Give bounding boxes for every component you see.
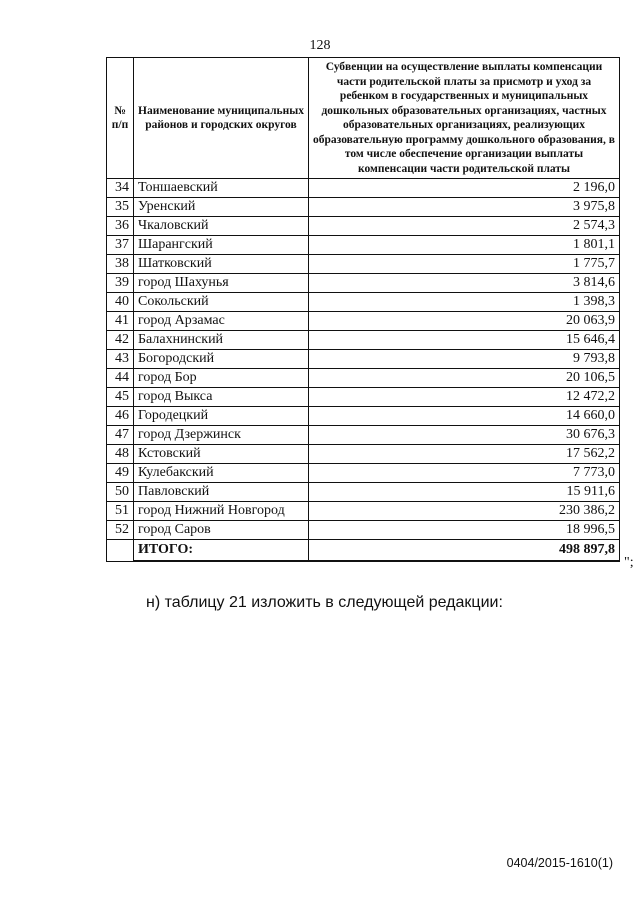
table-header-row	[107, 58, 620, 179]
row-amount: 7 773,0	[309, 464, 620, 483]
row-amount: 15 646,4	[309, 331, 620, 350]
table-row	[107, 350, 620, 369]
row-amount: 2 574,3	[309, 217, 620, 236]
row-amount: 17 562,2	[309, 445, 620, 464]
table-row	[107, 198, 620, 217]
table-row	[107, 217, 620, 236]
row-number: 50	[107, 483, 134, 502]
row-number: 38	[107, 255, 134, 274]
row-amount: 1 801,1	[309, 236, 620, 255]
table-row	[107, 407, 620, 426]
row-number: 45	[107, 388, 134, 407]
header-subsidy-amount: Субвенции на осуществление выплаты компенсации части родительской платы за присмотр и уход за ребенком в государственных и муниципальных дошкольных образовательных организациях, частных образовательных организациях, реализующих образовательную программу дошкольного образования, в том числе обеспечение организации выплаты компенсации части родительской платы	[309, 58, 620, 179]
row-number: 36	[107, 217, 134, 236]
row-municipality: Павловский	[134, 483, 309, 502]
row-number: 48	[107, 445, 134, 464]
amendment-text: н) таблицу 21 изложить в следующей редакции:	[146, 594, 503, 611]
row-amount: 3 814,6	[309, 274, 620, 293]
row-municipality: Уренский	[134, 198, 309, 217]
row-amount: 1 775,7	[309, 255, 620, 274]
row-number: 46	[107, 407, 134, 426]
table-row	[107, 464, 620, 483]
row-number: 49	[107, 464, 134, 483]
page-number: 128	[309, 38, 331, 53]
row-amount: 14 660,0	[309, 407, 620, 426]
row-municipality: Кстовский	[134, 445, 309, 464]
table-row	[107, 445, 620, 464]
total-number-cell	[107, 540, 134, 562]
row-number: 43	[107, 350, 134, 369]
row-municipality: Чкаловский	[134, 217, 309, 236]
total-label: ИТОГО:	[134, 540, 309, 562]
subsidy-table	[106, 57, 620, 562]
row-amount: 30 676,3	[309, 426, 620, 445]
row-municipality: Шатковский	[134, 255, 309, 274]
row-municipality: город Шахунья	[134, 274, 309, 293]
row-amount: 9 793,8	[309, 350, 620, 369]
table-row	[107, 274, 620, 293]
table-row	[107, 293, 620, 312]
row-municipality: Сокольский	[134, 293, 309, 312]
row-amount: 230 386,2	[309, 502, 620, 521]
row-number: 34	[107, 179, 134, 198]
table-row	[107, 388, 620, 407]
header-municipality-name: Наименование муниципальных районов и городских округов	[134, 58, 309, 179]
row-municipality: город Саров	[134, 521, 309, 540]
table-row	[107, 502, 620, 521]
total-row	[107, 540, 620, 562]
table-row	[107, 179, 620, 198]
total-amount: 498 897,8	[309, 540, 620, 562]
row-amount: 20 063,9	[309, 312, 620, 331]
table-row	[107, 312, 620, 331]
row-municipality: город Бор	[134, 369, 309, 388]
table-row	[107, 426, 620, 445]
row-number: 35	[107, 198, 134, 217]
table-row	[107, 521, 620, 540]
document-code: 0404/2015-1610(1)	[506, 856, 613, 870]
row-municipality: Тоншаевский	[134, 179, 309, 198]
row-municipality: Балахнинский	[134, 331, 309, 350]
row-amount: 12 472,2	[309, 388, 620, 407]
table-row	[107, 331, 620, 350]
row-amount: 15 911,6	[309, 483, 620, 502]
row-municipality: Богородский	[134, 350, 309, 369]
row-number: 39	[107, 274, 134, 293]
row-municipality: город Арзамас	[134, 312, 309, 331]
header-number: № п/п	[107, 58, 134, 179]
table-row	[107, 255, 620, 274]
row-number: 47	[107, 426, 134, 445]
row-number: 41	[107, 312, 134, 331]
row-number: 52	[107, 521, 134, 540]
row-number: 51	[107, 502, 134, 521]
row-municipality: Кулебакский	[134, 464, 309, 483]
row-amount: 20 106,5	[309, 369, 620, 388]
table-row	[107, 236, 620, 255]
row-number: 44	[107, 369, 134, 388]
row-municipality: Шарангский	[134, 236, 309, 255]
row-municipality: город Дзержинск	[134, 426, 309, 445]
row-amount: 3 975,8	[309, 198, 620, 217]
table-row	[107, 483, 620, 502]
table-row	[107, 369, 620, 388]
row-number: 40	[107, 293, 134, 312]
row-municipality: город Нижний Новгород	[134, 502, 309, 521]
row-municipality: Городецкий	[134, 407, 309, 426]
row-amount: 2 196,0	[309, 179, 620, 198]
row-number: 42	[107, 331, 134, 350]
row-amount: 1 398,3	[309, 293, 620, 312]
row-municipality: город Выкса	[134, 388, 309, 407]
row-amount: 18 996,5	[309, 521, 620, 540]
row-number: 37	[107, 236, 134, 255]
closing-quote-mark: ";	[624, 555, 634, 570]
